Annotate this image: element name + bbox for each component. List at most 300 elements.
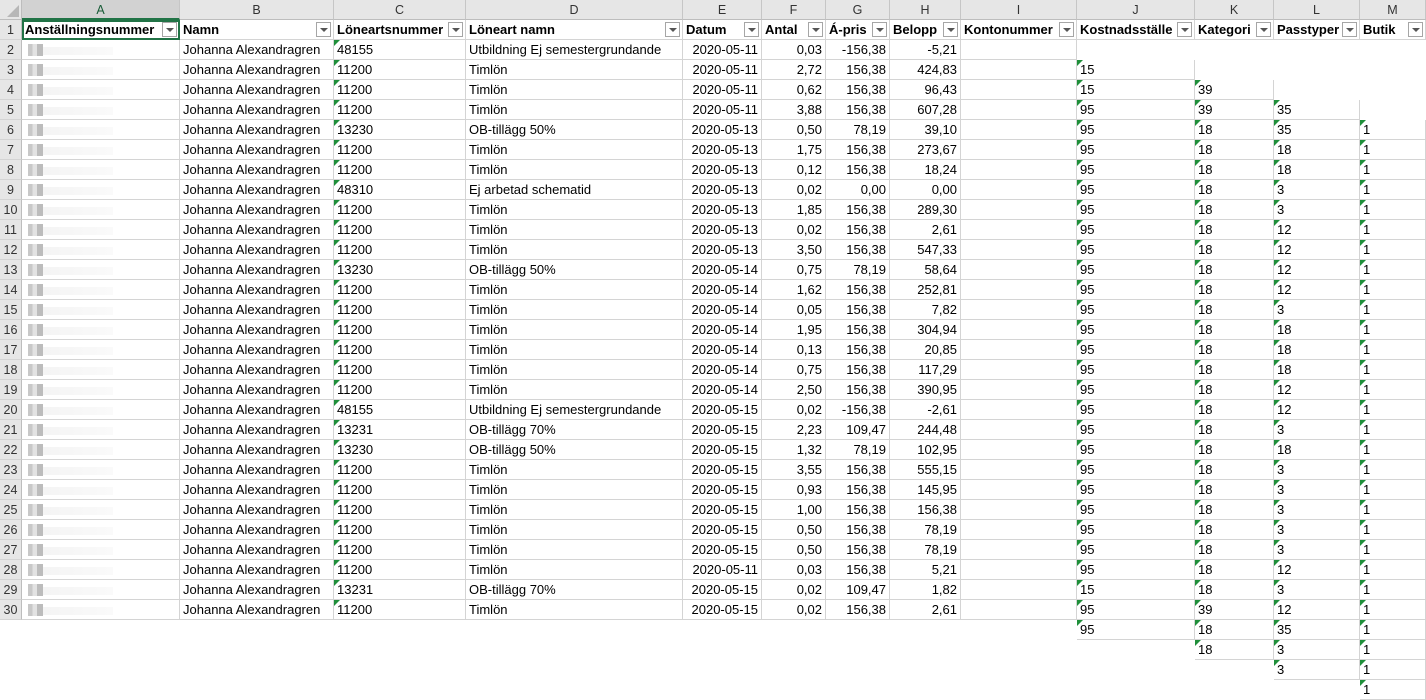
cell-m[interactable]: 1 (1360, 500, 1426, 520)
cell-h[interactable]: 252,81 (890, 280, 961, 300)
cell-f[interactable]: 3,55 (762, 460, 826, 480)
filter-dropdown-icon[interactable] (943, 22, 958, 37)
cell-c[interactable]: 11200 (334, 80, 466, 100)
cell-h[interactable]: 117,29 (890, 360, 961, 380)
cell-i[interactable] (961, 200, 1077, 220)
row-number[interactable]: 10 (0, 200, 22, 220)
cell-a[interactable] (22, 480, 180, 500)
cell-k[interactable]: 18 (1195, 120, 1274, 140)
cell-k[interactable]: 18 (1195, 560, 1274, 580)
cell-b[interactable]: Johanna Alexandragren (180, 280, 334, 300)
cell-g[interactable]: -156,38 (826, 40, 890, 60)
cell-c[interactable]: 11200 (334, 540, 466, 560)
cell-l[interactable]: 3 (1274, 540, 1360, 560)
cell-i[interactable] (961, 60, 1077, 80)
row-number[interactable]: 27 (0, 540, 22, 560)
cell-a[interactable] (22, 500, 180, 520)
cell-c[interactable]: 13231 (334, 420, 466, 440)
cell-i[interactable] (961, 80, 1077, 100)
cell-m[interactable]: 1 (1360, 120, 1426, 140)
header-cell-l[interactable] (1274, 20, 1360, 40)
cell-a[interactable] (22, 40, 180, 60)
cell-j[interactable]: 95 (1077, 200, 1195, 220)
cell-d[interactable]: Timlön (466, 340, 683, 360)
cell-g[interactable]: 156,38 (826, 500, 890, 520)
cell-e[interactable]: 2020-05-15 (683, 600, 762, 620)
cell-e[interactable]: 2020-05-13 (683, 140, 762, 160)
cell-b[interactable]: Johanna Alexandragren (180, 480, 334, 500)
cell-h[interactable]: 7,82 (890, 300, 961, 320)
cell-i[interactable] (961, 500, 1077, 520)
cell-d[interactable]: OB-tillägg 70% (466, 580, 683, 600)
cell-j[interactable]: 95 (1077, 440, 1195, 460)
cell-h[interactable]: -2,61 (890, 400, 961, 420)
cell-l[interactable]: 35 (1274, 620, 1360, 640)
row-number[interactable]: 1 (0, 20, 22, 40)
cell-j[interactable]: 95 (1077, 560, 1195, 580)
cell-e[interactable]: 2020-05-14 (683, 260, 762, 280)
cell-b[interactable]: Johanna Alexandragren (180, 140, 334, 160)
cell-e[interactable]: 2020-05-11 (683, 60, 762, 80)
cell-c[interactable]: 11200 (334, 320, 466, 340)
cell-d[interactable]: Utbildning Ej semestergrundande (466, 400, 683, 420)
cell-m[interactable]: 1 (1360, 440, 1426, 460)
cell-k[interactable]: 18 (1195, 520, 1274, 540)
cell-b[interactable]: Johanna Alexandragren (180, 560, 334, 580)
cell-c[interactable]: 11200 (334, 600, 466, 620)
cell-a[interactable] (22, 160, 180, 180)
cell-m[interactable]: 1 (1360, 660, 1426, 680)
cell-m[interactable]: 1 (1360, 580, 1426, 600)
cell-d[interactable]: Timlön (466, 300, 683, 320)
cell-m[interactable]: 1 (1360, 640, 1426, 660)
cell-l[interactable]: 12 (1274, 560, 1360, 580)
cell-g[interactable]: 156,38 (826, 320, 890, 340)
cell-b[interactable]: Johanna Alexandragren (180, 600, 334, 620)
filter-dropdown-icon[interactable] (448, 22, 463, 37)
cell-i[interactable] (961, 460, 1077, 480)
cell-f[interactable]: 0,12 (762, 160, 826, 180)
filter-dropdown-icon[interactable] (1408, 22, 1423, 37)
row-number[interactable]: 26 (0, 520, 22, 540)
cell-k[interactable]: 18 (1195, 320, 1274, 340)
cell-l[interactable]: 18 (1274, 440, 1360, 460)
row-number[interactable]: 19 (0, 380, 22, 400)
filter-dropdown-icon[interactable] (665, 22, 680, 37)
cell-d[interactable]: Timlön (466, 240, 683, 260)
cell-m[interactable]: 1 (1360, 460, 1426, 480)
cell-i[interactable] (961, 540, 1077, 560)
cell-l[interactable]: 35 (1274, 120, 1360, 140)
row-number[interactable]: 15 (0, 300, 22, 320)
cell-b[interactable]: Johanna Alexandragren (180, 500, 334, 520)
cell-l[interactable]: 3 (1274, 480, 1360, 500)
cell-i[interactable] (961, 480, 1077, 500)
cell-j[interactable]: 95 (1077, 140, 1195, 160)
cell-h[interactable]: 289,30 (890, 200, 961, 220)
cell-g[interactable]: 109,47 (826, 420, 890, 440)
cell-k[interactable]: 18 (1195, 160, 1274, 180)
cell-c[interactable]: 13231 (334, 580, 466, 600)
column-header-f[interactable]: F (762, 0, 826, 20)
cell-l[interactable]: 3 (1274, 300, 1360, 320)
cell-a[interactable] (22, 360, 180, 380)
cell-a[interactable] (22, 260, 180, 280)
cell-i[interactable] (961, 340, 1077, 360)
cell-b[interactable]: Johanna Alexandragren (180, 80, 334, 100)
cell-b[interactable]: Johanna Alexandragren (180, 340, 334, 360)
cell-e[interactable]: 2020-05-13 (683, 120, 762, 140)
cell-g[interactable]: 156,38 (826, 540, 890, 560)
cell-h[interactable]: 555,15 (890, 460, 961, 480)
cell-g[interactable]: 156,38 (826, 60, 890, 80)
filter-dropdown-icon[interactable] (808, 22, 823, 37)
cell-g[interactable]: 156,38 (826, 80, 890, 100)
row-number[interactable]: 22 (0, 440, 22, 460)
cell-j[interactable]: 95 (1077, 380, 1195, 400)
cell-h[interactable]: 607,28 (890, 100, 961, 120)
cell-j[interactable]: 95 (1077, 260, 1195, 280)
cell-b[interactable]: Johanna Alexandragren (180, 440, 334, 460)
cell-b[interactable]: Johanna Alexandragren (180, 40, 334, 60)
cell-h[interactable]: 1,82 (890, 580, 961, 600)
cell-d[interactable]: Timlön (466, 600, 683, 620)
cell-d[interactable]: Timlön (466, 160, 683, 180)
cell-b[interactable]: Johanna Alexandragren (180, 520, 334, 540)
cell-d[interactable]: Ej arbetad schematid (466, 180, 683, 200)
cell-l[interactable]: 3 (1274, 460, 1360, 480)
row-number[interactable]: 23 (0, 460, 22, 480)
cell-l[interactable]: 12 (1274, 220, 1360, 240)
cell-h[interactable]: 424,83 (890, 60, 961, 80)
cell-f[interactable]: 2,72 (762, 60, 826, 80)
cell-k[interactable]: 39 (1195, 600, 1274, 620)
cell-l[interactable]: 12 (1274, 600, 1360, 620)
cell-g[interactable]: 109,47 (826, 580, 890, 600)
cell-l[interactable]: 12 (1274, 400, 1360, 420)
cell-e[interactable]: 2020-05-15 (683, 500, 762, 520)
cell-j[interactable]: 95 (1077, 540, 1195, 560)
cell-a[interactable] (22, 440, 180, 460)
cell-f[interactable]: 0,02 (762, 400, 826, 420)
cell-a[interactable] (22, 220, 180, 240)
cell-h[interactable]: 20,85 (890, 340, 961, 360)
cell-l[interactable]: 18 (1274, 360, 1360, 380)
cell-b[interactable]: Johanna Alexandragren (180, 300, 334, 320)
cell-m[interactable]: 1 (1360, 300, 1426, 320)
cell-g[interactable]: 156,38 (826, 160, 890, 180)
cell-g[interactable]: 78,19 (826, 120, 890, 140)
cell-i[interactable] (961, 360, 1077, 380)
cell-m[interactable]: 1 (1360, 160, 1426, 180)
cell-g[interactable]: 156,38 (826, 600, 890, 620)
cell-d[interactable]: Timlön (466, 380, 683, 400)
cell-f[interactable]: 3,50 (762, 240, 826, 260)
header-cell-j[interactable] (1077, 20, 1195, 40)
cell-m[interactable]: 1 (1360, 180, 1426, 200)
cell-h[interactable]: 78,19 (890, 520, 961, 540)
cell-d[interactable]: Utbildning Ej semestergrundande (466, 40, 683, 60)
column-header-h[interactable]: H (890, 0, 961, 20)
cell-d[interactable]: Timlön (466, 520, 683, 540)
cell-f[interactable]: 0,50 (762, 540, 826, 560)
cell-k[interactable]: 18 (1195, 460, 1274, 480)
cell-e[interactable]: 2020-05-11 (683, 80, 762, 100)
cell-k[interactable]: 18 (1195, 360, 1274, 380)
cell-h[interactable]: 156,38 (890, 500, 961, 520)
cell-c[interactable]: 11200 (334, 60, 466, 80)
cell-l[interactable]: 3 (1274, 660, 1360, 680)
filter-dropdown-icon[interactable] (744, 22, 759, 37)
cell-a[interactable] (22, 140, 180, 160)
cell-h[interactable]: 102,95 (890, 440, 961, 460)
cell-e[interactable]: 2020-05-15 (683, 440, 762, 460)
cell-j[interactable]: 15 (1077, 60, 1195, 80)
cell-e[interactable]: 2020-05-15 (683, 520, 762, 540)
cell-b[interactable]: Johanna Alexandragren (180, 360, 334, 380)
cell-e[interactable]: 2020-05-11 (683, 40, 762, 60)
header-cell-e[interactable] (683, 20, 762, 40)
header-cell-k[interactable] (1195, 20, 1274, 40)
cell-e[interactable]: 2020-05-14 (683, 280, 762, 300)
cell-h[interactable]: 547,33 (890, 240, 961, 260)
cell-k[interactable]: 18 (1195, 220, 1274, 240)
cell-m[interactable]: 1 (1360, 340, 1426, 360)
cell-d[interactable]: Timlön (466, 140, 683, 160)
cell-g[interactable]: 156,38 (826, 520, 890, 540)
cell-c[interactable]: 11200 (334, 240, 466, 260)
cell-k[interactable]: 18 (1195, 580, 1274, 600)
cell-a[interactable] (22, 180, 180, 200)
cell-e[interactable]: 2020-05-15 (683, 460, 762, 480)
cell-m[interactable]: 1 (1360, 560, 1426, 580)
cell-b[interactable]: Johanna Alexandragren (180, 260, 334, 280)
cell-i[interactable] (961, 40, 1077, 60)
cell-f[interactable]: 0,02 (762, 220, 826, 240)
cell-c[interactable]: 11200 (334, 520, 466, 540)
cell-i[interactable] (961, 320, 1077, 340)
cell-c[interactable]: 13230 (334, 260, 466, 280)
cell-g[interactable]: 0,00 (826, 180, 890, 200)
row-number[interactable]: 13 (0, 260, 22, 280)
row-number[interactable]: 5 (0, 100, 22, 120)
cell-i[interactable] (961, 280, 1077, 300)
cell-d[interactable]: Timlön (466, 280, 683, 300)
cell-c[interactable]: 11200 (334, 360, 466, 380)
cell-f[interactable]: 0,93 (762, 480, 826, 500)
row-number[interactable]: 16 (0, 320, 22, 340)
cell-f[interactable]: 1,85 (762, 200, 826, 220)
cell-h[interactable]: 39,10 (890, 120, 961, 140)
cell-i[interactable] (961, 440, 1077, 460)
filter-dropdown-icon[interactable] (1059, 22, 1074, 37)
cell-g[interactable]: 78,19 (826, 440, 890, 460)
cell-l[interactable]: 3 (1274, 640, 1360, 660)
filter-dropdown-icon[interactable] (162, 22, 177, 37)
cell-k[interactable]: 39 (1195, 80, 1274, 100)
cell-c[interactable]: 48310 (334, 180, 466, 200)
row-number[interactable]: 3 (0, 60, 22, 80)
cell-f[interactable]: 0,02 (762, 600, 826, 620)
filter-dropdown-icon[interactable] (1256, 22, 1271, 37)
row-number[interactable]: 9 (0, 180, 22, 200)
cell-c[interactable]: 11200 (334, 100, 466, 120)
cell-j[interactable]: 95 (1077, 300, 1195, 320)
row-number[interactable]: 29 (0, 580, 22, 600)
cell-m[interactable]: 1 (1360, 240, 1426, 260)
cell-h[interactable]: 78,19 (890, 540, 961, 560)
cell-d[interactable]: Timlön (466, 100, 683, 120)
cell-g[interactable]: 156,38 (826, 340, 890, 360)
cell-d[interactable]: OB-tillägg 50% (466, 120, 683, 140)
cell-l[interactable]: 3 (1274, 420, 1360, 440)
cell-d[interactable]: Timlön (466, 540, 683, 560)
cell-a[interactable] (22, 580, 180, 600)
cell-l[interactable]: 3 (1274, 580, 1360, 600)
cell-i[interactable] (961, 160, 1077, 180)
cell-d[interactable]: Timlön (466, 220, 683, 240)
cell-m[interactable]: 1 (1360, 600, 1426, 620)
cell-f[interactable]: 1,00 (762, 500, 826, 520)
header-cell-h[interactable] (890, 20, 961, 40)
cell-i[interactable] (961, 560, 1077, 580)
cell-f[interactable]: 0,03 (762, 40, 826, 60)
cell-c[interactable]: 11200 (334, 500, 466, 520)
cell-h[interactable]: 0,00 (890, 180, 961, 200)
cell-c[interactable]: 48155 (334, 400, 466, 420)
cell-j[interactable]: 95 (1077, 520, 1195, 540)
column-header-j[interactable]: J (1077, 0, 1195, 20)
cell-i[interactable] (961, 400, 1077, 420)
header-cell-m[interactable] (1360, 20, 1426, 40)
cell-d[interactable]: Timlön (466, 80, 683, 100)
row-number[interactable]: 18 (0, 360, 22, 380)
cell-b[interactable]: Johanna Alexandragren (180, 180, 334, 200)
cell-h[interactable]: 5,21 (890, 560, 961, 580)
cell-d[interactable]: Timlön (466, 200, 683, 220)
cell-e[interactable]: 2020-05-11 (683, 100, 762, 120)
row-number[interactable]: 8 (0, 160, 22, 180)
cell-l[interactable]: 12 (1274, 260, 1360, 280)
cell-i[interactable] (961, 600, 1077, 620)
cell-j[interactable]: 95 (1077, 120, 1195, 140)
cell-j[interactable]: 15 (1077, 80, 1195, 100)
cell-g[interactable]: 156,38 (826, 140, 890, 160)
cell-k[interactable]: 18 (1195, 420, 1274, 440)
filter-dropdown-icon[interactable] (872, 22, 887, 37)
cell-m[interactable]: 1 (1360, 400, 1426, 420)
cell-d[interactable]: OB-tillägg 50% (466, 260, 683, 280)
cell-m[interactable]: 1 (1360, 380, 1426, 400)
cell-a[interactable] (22, 600, 180, 620)
cell-f[interactable]: 0,62 (762, 80, 826, 100)
cell-c[interactable]: 11200 (334, 200, 466, 220)
cell-j[interactable]: 15 (1077, 580, 1195, 600)
cell-f[interactable]: 3,88 (762, 100, 826, 120)
column-header-l[interactable]: L (1274, 0, 1360, 20)
cell-a[interactable] (22, 240, 180, 260)
cell-b[interactable]: Johanna Alexandragren (180, 400, 334, 420)
cell-f[interactable]: 1,75 (762, 140, 826, 160)
row-number[interactable]: 4 (0, 80, 22, 100)
cell-b[interactable]: Johanna Alexandragren (180, 100, 334, 120)
header-cell-i[interactable] (961, 20, 1077, 40)
header-cell-b[interactable] (180, 20, 334, 40)
cell-f[interactable]: 0,05 (762, 300, 826, 320)
cell-j[interactable]: 95 (1077, 340, 1195, 360)
cell-e[interactable]: 2020-05-13 (683, 220, 762, 240)
cell-h[interactable]: 2,61 (890, 220, 961, 240)
cell-c[interactable]: 11200 (334, 140, 466, 160)
cell-m[interactable]: 1 (1360, 200, 1426, 220)
cell-g[interactable]: 156,38 (826, 280, 890, 300)
cell-k[interactable]: 18 (1195, 240, 1274, 260)
cell-a[interactable] (22, 380, 180, 400)
cell-i[interactable] (961, 420, 1077, 440)
cell-m[interactable]: 1 (1360, 620, 1426, 640)
cell-l[interactable]: 18 (1274, 140, 1360, 160)
cell-b[interactable]: Johanna Alexandragren (180, 320, 334, 340)
column-header-a[interactable]: A (22, 0, 180, 20)
cell-j[interactable]: 95 (1077, 400, 1195, 420)
cell-a[interactable] (22, 340, 180, 360)
cell-a[interactable] (22, 120, 180, 140)
cell-a[interactable] (22, 200, 180, 220)
filter-dropdown-icon[interactable] (1342, 22, 1357, 37)
cell-j[interactable]: 95 (1077, 460, 1195, 480)
column-header-m[interactable]: M (1360, 0, 1426, 20)
cell-c[interactable]: 11200 (334, 480, 466, 500)
cell-g[interactable]: 156,38 (826, 460, 890, 480)
cell-i[interactable] (961, 380, 1077, 400)
cell-a[interactable] (22, 400, 180, 420)
cell-h[interactable]: 58,64 (890, 260, 961, 280)
cell-j[interactable]: 95 (1077, 620, 1195, 640)
cell-g[interactable]: 156,38 (826, 300, 890, 320)
cell-d[interactable]: Timlön (466, 320, 683, 340)
cell-b[interactable]: Johanna Alexandragren (180, 380, 334, 400)
cell-f[interactable]: 2,50 (762, 380, 826, 400)
cell-i[interactable] (961, 140, 1077, 160)
cell-a[interactable] (22, 520, 180, 540)
column-header-d[interactable]: D (466, 0, 683, 20)
cell-f[interactable]: 0,13 (762, 340, 826, 360)
cell-f[interactable]: 0,75 (762, 260, 826, 280)
cell-b[interactable]: Johanna Alexandragren (180, 240, 334, 260)
cell-l[interactable]: 3 (1274, 500, 1360, 520)
cell-j[interactable]: 95 (1077, 280, 1195, 300)
cell-e[interactable]: 2020-05-14 (683, 360, 762, 380)
cell-i[interactable] (961, 580, 1077, 600)
cell-j[interactable]: 95 (1077, 160, 1195, 180)
column-header-g[interactable]: G (826, 0, 890, 20)
cell-h[interactable]: 304,94 (890, 320, 961, 340)
cell-b[interactable]: Johanna Alexandragren (180, 60, 334, 80)
cell-l[interactable]: 3 (1274, 520, 1360, 540)
cell-f[interactable]: 0,50 (762, 120, 826, 140)
cell-i[interactable] (961, 300, 1077, 320)
cell-b[interactable]: Johanna Alexandragren (180, 200, 334, 220)
cell-j[interactable]: 95 (1077, 320, 1195, 340)
cell-g[interactable]: 156,38 (826, 560, 890, 580)
cell-a[interactable] (22, 60, 180, 80)
cell-j[interactable]: 95 (1077, 240, 1195, 260)
cell-m[interactable]: 1 (1360, 420, 1426, 440)
cell-e[interactable]: 2020-05-15 (683, 580, 762, 600)
cell-b[interactable]: Johanna Alexandragren (180, 420, 334, 440)
column-header-i[interactable]: I (961, 0, 1077, 20)
cell-m[interactable]: 1 (1360, 280, 1426, 300)
